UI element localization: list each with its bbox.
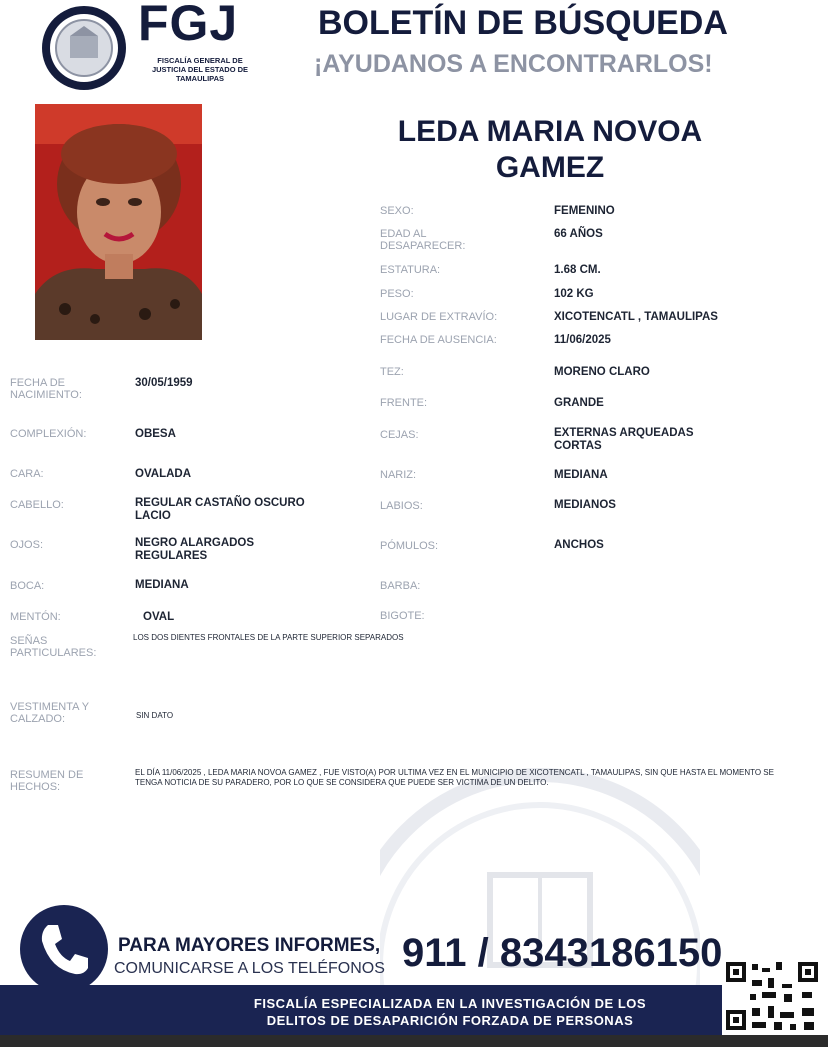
bulletin-title: BOLETÍN DE BÚSQUEDA (318, 4, 728, 42)
footer-agency (190, 995, 710, 1029)
value-ojos: NEGRO ALARGADOS REGULARES (135, 537, 255, 562)
value-sexo: FEMENINO (554, 205, 615, 217)
label-labios: LABIOS: (380, 500, 423, 512)
value-tez: MORENO CLARO (554, 366, 650, 378)
value-complexion: OBESA (135, 428, 176, 440)
label-cara: CARA: (10, 468, 44, 480)
value-fecha-nacimiento: 30/05/1959 (135, 377, 193, 389)
value-menton: OVAL (143, 611, 175, 623)
contact-line-1: PARA MAYORES INFORMES, (118, 935, 381, 956)
label-edad: EDAD AL DESAPARECER: (380, 228, 466, 252)
value-cabello: REGULAR CASTAÑO OSCURO LACIO (135, 497, 305, 522)
label-vestimenta: VESTIMENTA Y CALZADO: (10, 701, 89, 725)
contact-phone-numbers[interactable]: 911 / 8343186150 (402, 931, 723, 975)
qr-code[interactable] (722, 958, 822, 1034)
footer-line-2: DELITOS DE DESAPARICIÓN FORZADA DE PERSONAS (266, 1013, 634, 1028)
label-menton: MENTÓN: (10, 611, 61, 623)
value-peso: 102 KG (554, 288, 594, 300)
label-complexion: COMPLEXIÓN: (10, 428, 87, 440)
value-frente: GRANDE (554, 397, 604, 409)
value-cejas: EXTERNAS ARQUEADAS CORTAS (554, 427, 694, 452)
value-estatura: 1.68 CM. (554, 264, 601, 276)
label-senas: SEÑAS PARTICULARES: (10, 635, 97, 659)
contact-line-2: COMUNICARSE A LOS TELÉFONOS (114, 960, 385, 977)
value-edad: 66 AÑOS (554, 228, 603, 240)
label-nariz: NARIZ: (380, 469, 417, 481)
label-lugar-extravio: LUGAR DE EXTRAVÍO: (380, 311, 498, 323)
name-line-2: GAMEZ (495, 151, 605, 184)
bottom-strip (0, 1035, 828, 1047)
label-boca: BOCA: (10, 580, 45, 592)
label-tez: TEZ: (380, 366, 404, 378)
value-fecha-ausencia: 11/06/2025 (554, 334, 611, 346)
name-line-1: LEDA MARIA NOVOA (397, 115, 703, 148)
label-frente: FRENTE: (380, 397, 428, 409)
label-resumen: RESUMEN DE HECHOS: (10, 769, 84, 793)
label-cejas: CEJAS: (380, 429, 419, 441)
label-fecha-ausencia: FECHA DE AUSENCIA: (380, 334, 497, 346)
fgj-seal-logo (40, 4, 128, 92)
label-ojos: OJOS: (10, 539, 44, 551)
label-barba: BARBA: (380, 580, 421, 592)
label-sexo: SEXO: (380, 205, 414, 217)
value-pomulos: ANCHOS (554, 539, 604, 551)
value-resumen: EL DÍA 11/06/2025 , LEDA MARIA NOVOA GAMEZ , FUE VISTO(A) POR ULTIMA VEZ EN EL MUNICIPIO DE XICOTENCATL , TAMAULIPAS, SIN QUE HASTA EL MOMENTO SE TENGA NOTICIA DE SU PARADERO, POR LO QUE SE CONSIDERA QUE PUEDE SER VICTIMA DE UN DELITO. (135, 768, 774, 787)
phone-icon (20, 905, 108, 993)
label-peso: PESO: (380, 288, 414, 300)
value-labios: MEDIANOS (554, 499, 616, 511)
fgj-logo-subtitle: FISCALÍA GENERAL DE JUSTICIA DEL ESTADO DE TAMAULIPAS (151, 56, 249, 83)
phone-badge (20, 905, 108, 993)
label-fecha-nacimiento: FECHA DE NACIMIENTO: (10, 377, 82, 401)
bulletin-subtitle: ¡AYUDANOS A ENCONTRARLOS! (314, 50, 713, 78)
value-senas: LOS DOS DIENTES FRONTALES DE LA PARTE SUPERIOR SEPARADOS (133, 633, 404, 642)
label-cabello: CABELLO: (10, 499, 64, 511)
missing-person-photo (35, 104, 202, 340)
fgj-logo-text: FGJ (138, 0, 239, 51)
value-cara: OVALADA (135, 468, 192, 480)
label-pomulos: PÓMULOS: (380, 540, 439, 552)
footer-line-1: FISCALÍA ESPECIALIZADA EN LA INVESTIGACIÓN DE LOS (253, 996, 647, 1011)
value-lugar-extravio: XICOTENCATL , TAMAULIPAS (554, 311, 718, 323)
value-boca: MEDIANA (135, 579, 189, 591)
missing-person-name (340, 114, 760, 186)
label-bigote: BIGOTE: (380, 610, 425, 622)
value-vestimenta: SIN DATO (136, 711, 174, 720)
label-estatura: ESTATURA: (380, 264, 441, 276)
value-nariz: MEDIANA (554, 469, 608, 481)
